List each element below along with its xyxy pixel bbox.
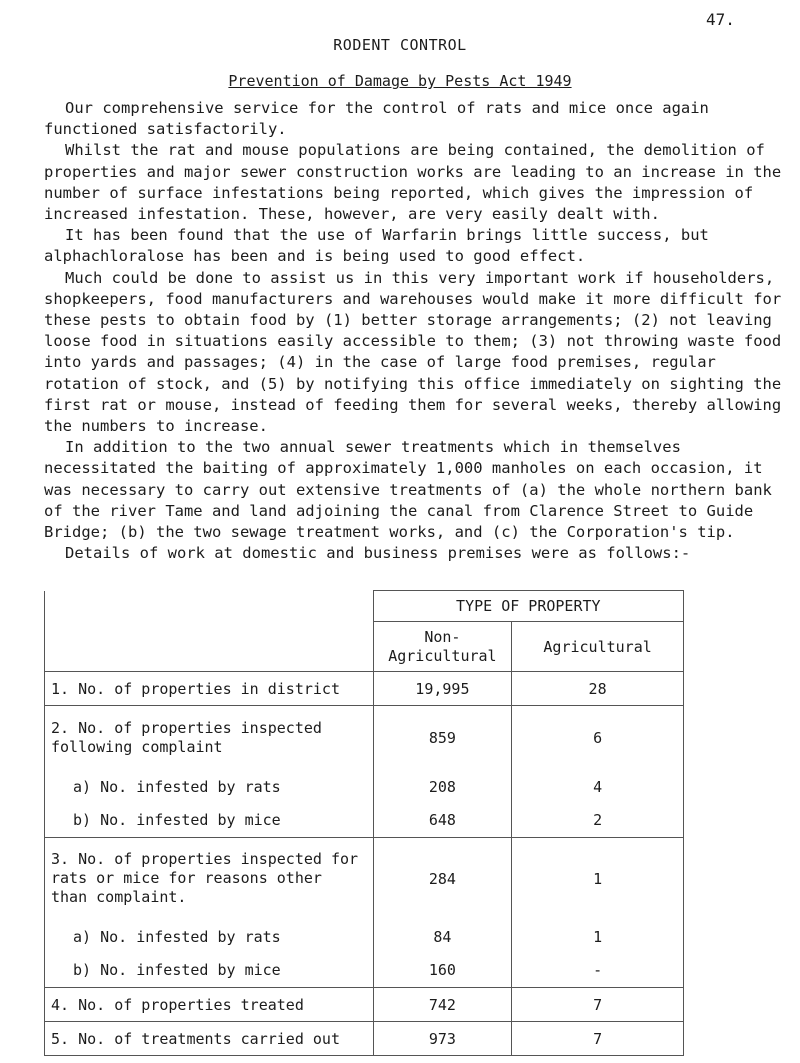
table-row	[45, 1022, 684, 1056]
row-agricultural: -	[512, 954, 684, 988]
row-agricultural: 6	[512, 706, 684, 770]
paragraph: It has been found that the use of Warfarin brings little success, but alphachloralose has been and is being used to good effect.	[44, 226, 709, 266]
table-row	[45, 988, 684, 1022]
row-non-agricultural: 859	[373, 706, 512, 770]
row-label: b) No. infested by mice	[45, 954, 374, 988]
row-label: 2. No. of properties inspected following complaint	[45, 706, 374, 770]
row-non-agricultural: 284	[373, 838, 512, 920]
table-header-non-agricultural	[373, 622, 512, 672]
table-row	[45, 954, 684, 988]
row-non-agricultural: 84	[373, 920, 512, 954]
paragraph: Our comprehensive service for the control of rats and mice once again functioned satisfactorily.	[44, 99, 709, 139]
row-label: b) No. infested by mice	[45, 804, 374, 838]
row-agricultural: 1	[512, 838, 684, 920]
table-row	[45, 920, 684, 954]
row-label: 3. No. of properties inspected for rats or mice for reasons other than complaint.	[45, 838, 374, 920]
page-subtitle: Prevention of Damage by Pests Act 1949	[228, 72, 572, 90]
paragraph: In addition to the two annual sewer treatments which in themselves necessitated the baiting of approximately 1,000 manholes on each occasion, it was necessary to carry out extensive treatments of (a) the whole northern bank of the river Tame and land adjoining the canal from Clarence Street to Guide Bridge; (b) the two sewage treatment works, and (c) the Corporation's tip.	[44, 438, 772, 542]
row-label: 5. No. of treatments carried out	[45, 1022, 374, 1056]
table-corner	[45, 591, 374, 672]
row-agricultural: 1	[512, 920, 684, 954]
paragraph: Whilst the rat and mouse populations are being contained, the demolition of properties and major sewer construction works are leading to an increase in the number of surface infestations being reported, which gives the impression of increased infestation. These, however, are very easily dealt with.	[44, 141, 782, 224]
page-title: RODENT CONTROL	[333, 36, 467, 54]
row-non-agricultural: 160	[373, 954, 512, 988]
table-row	[45, 706, 684, 770]
row-agricultural: 4	[512, 770, 684, 804]
row-label: a) No. infested by rats	[45, 770, 374, 804]
table-row	[45, 672, 684, 706]
table-row	[45, 804, 684, 838]
table-row	[45, 838, 684, 920]
row-label: 1. No. of properties in district	[45, 672, 374, 706]
table-header-agricultural: Agricultural	[512, 622, 684, 672]
row-label: a) No. infested by rats	[45, 920, 374, 954]
header-line: Agricultural	[388, 646, 497, 665]
page-number: 47.	[706, 10, 735, 29]
body-text	[44, 98, 784, 564]
row-agricultural: 7	[512, 988, 684, 1022]
paragraph: Details of work at domestic and business premises were as follows:-	[65, 544, 691, 563]
table-header-type: TYPE OF PROPERTY	[373, 591, 683, 622]
paragraph: Much could be done to assist us in this very important work if householders, shopkeepers, food manufacturers and warehouses would make it more difficult for these pests to obtain food by (1) better storage arrangements; (2) not leaving loose food in situations easily accessible to them; (3) not throwing waste food into yards and passages; (4) in the case of large food premises, regular rotation of stock, and (5) by notifying this office immediately on sighting the first rat or mouse, instead of feeding them for several weeks, thereby allowing the numbers to increase.	[44, 268, 782, 436]
row-agricultural: 2	[512, 804, 684, 838]
row-agricultural: 7	[512, 1022, 684, 1056]
table-row	[45, 770, 684, 804]
row-non-agricultural: 19,995	[373, 672, 512, 706]
row-non-agricultural: 648	[373, 804, 512, 838]
property-table	[44, 590, 684, 1056]
header-line: Non-	[424, 627, 461, 646]
row-non-agricultural: 208	[373, 770, 512, 804]
row-label: 4. No. of properties treated	[45, 988, 374, 1022]
row-agricultural: 28	[512, 672, 684, 706]
row-non-agricultural: 742	[373, 988, 512, 1022]
row-non-agricultural: 973	[373, 1022, 512, 1056]
